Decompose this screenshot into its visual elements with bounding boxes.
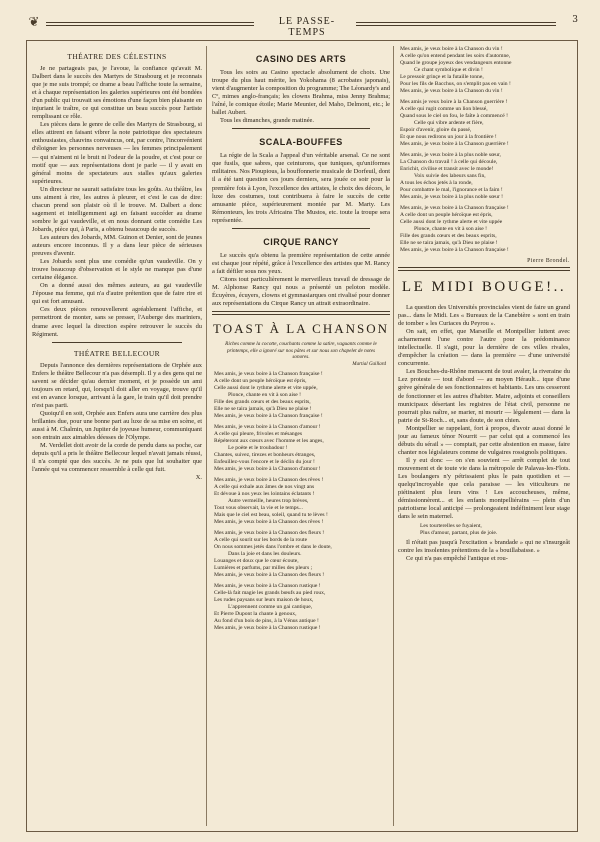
poem-author: Pierre Brondel.: [527, 258, 570, 264]
paragraph: La question des Universités provinciales vient de faire un grand pas... dans le Midi. Les « Bureaux de la Canebière » sont en train de tomber « les Curiaces du Peyrou ».: [398, 304, 570, 328]
header-rule-left: [46, 22, 254, 26]
poem-line: Mes amis, je veux boire à la Chanson des rêves !: [214, 518, 324, 525]
poem-line: Plonce, chante en vit à son aise !: [414, 226, 488, 232]
poem-line: Mes amis, je veux boire à la Chanson française !: [214, 370, 323, 377]
poem-line: Mais que le ciel est beau, soleil, quand tu te lèves !: [214, 511, 328, 518]
poem-stanza: [398, 205, 570, 254]
poem-line: Et que nous redirons un jour à la frontière !: [400, 134, 497, 140]
poem-line: Lumières et parfums, par milles des pleurs ;: [214, 564, 313, 571]
poem-line: Mes amis, je veux boire à la Chanson des fleurs !: [214, 571, 325, 578]
page-number: 3: [572, 15, 578, 25]
poem-line: Mes amis, je veux boire à la Chanson rustique !: [214, 624, 321, 631]
poem-line: A tous les échos jetés à la ronde,: [400, 180, 473, 186]
poem-stanza: [398, 152, 570, 201]
paragraph: La régie de la Scala a l'appeal d'un véritable arsenal. Ce ne sont que fusils, que sabres, que ceinturons, que tuniques, qu'uniformes militaires. Nos Pioupious, la bouffonnerie musicale de Dorfeuil, dont il a été tant question ces jours derniers, sera jouée ce soir pour la première fois à Lyon, l'excellence des artistes, le choix des décors, le luxe des costumes, tout contribuera à faire le succès de cette amusante pièce, supérieurement montée par M. Marty. Les Rémonteurs, les trois Africains The Mustos, etc. toute la troupe sera représentée.: [212, 152, 390, 224]
heading-celestins: THÉATRE DES CÉLESTINS: [67, 52, 167, 61]
paragraph: Un directeur ne saurait satisfaire tous les goûts. Au théâtre, les uns aiment à rire, les autres à pleurer, et c'est le cas de dire: chacun prend son plaisir où il le trouve. M. Dalbert a donc sagement et intelligemment agi en faisant succéder au drame sombre le gai vaudeville, et en nous donnant cette comédie Les Jobards, pièce qui, à Paris, a obtenu beaucoup de succès.: [32, 185, 202, 233]
poem-line: Louanges et doux que le cœur écoute,: [214, 557, 299, 564]
paragraph: Citons tout particulièrement le merveilleux travail de dressage de M. Alphonse Rancy qui nous a présenté un peloton modèle. Écuyères, écuyers, clowns et gymnasiarques ont rivalisé pour donner aux représentations du Cirque Rancy un attrait extraordinaire.: [212, 275, 390, 308]
poem-line: A celle qui pleure, frivoles et mésanges: [214, 430, 303, 437]
poem-line: La Chanson du travail ! à celle qui découle,: [400, 159, 498, 165]
poem-line: L'apprennent comme un gai cantique,: [228, 603, 313, 610]
paragraph: Tous les dimanches, grande matinée.: [220, 117, 314, 125]
column-3: [398, 46, 570, 828]
poem-stanzas-continued: [398, 46, 570, 254]
poem-line: Mes amis, je veux boire à la Chanson d'amour !: [214, 465, 321, 472]
column-divider-2: [393, 46, 394, 826]
poem-line: Les rudes paysans sur leurs maison de houx,: [214, 596, 314, 603]
poem-line: A celle qui rugit comme un lion blessé,: [400, 106, 488, 112]
poem-line: Fille des grands cœurs et des beaux esprits,: [214, 398, 311, 405]
verse-line: Les tourterelles se fuyaient,: [420, 523, 482, 530]
poem-stanza: [212, 424, 390, 473]
verse-quote: [398, 523, 570, 537]
poem-line: Celle qui vibre ardente et fière,: [414, 120, 484, 126]
poem-line: Enfeuillez-vous l'encore et le déclin du jour !: [214, 458, 315, 465]
heading-cirque: CIRQUE RANCY: [263, 236, 339, 247]
poem-line: Mes amis, je veux boire à la Chanson guerrière !: [400, 141, 509, 147]
paragraph: Il y eut donc — on s'en souvient — arrêt complet de tout mouvement et de toute vie dans la métropole de Palavas-les-Flots. Les boulangers n'y pétrissaient plus le pain quotidien et — quelqu'incroyable que cela paraisse — les viticulteurs ne piétinaient plus leurs vins ! Les accoucheuses, même, démissionnèrent... et les enfants montpelliérains — plein d'un patriotisme local anticipé — prolongeaient indéfiniment leur stage dans le sein maternel.: [398, 456, 570, 521]
poem-line: Autre vermeille, heures trop brèves,: [228, 497, 309, 504]
poem-line: Et dévoue à nos yeux les lointains éclatants !: [214, 490, 315, 497]
poem-line: Celle-là fait magie les grands bœufs au pied roux,: [214, 589, 326, 596]
poem-line: Mes amis, je veux boire à la plus noble sœur !: [400, 194, 503, 200]
poem-line: Mes amis, je veux boire à la Chanson des rêves !: [214, 476, 324, 483]
poem-stanza: [398, 46, 570, 95]
poem-line: A celle dont un peuple héroïque est épris,: [214, 377, 307, 384]
poem-line: Mes amis, je veux boire à la Chanson rustique !: [214, 582, 321, 589]
section-double-rule: [398, 267, 570, 271]
poem-line: Mes amis je veux boire à la Chanson guerrière !: [400, 99, 508, 105]
poem-line: Celle aussi dont le rythme alerte et vite uppée,: [214, 384, 318, 391]
poem-stanza: [212, 530, 390, 579]
poem-line: Mes amis, je veux boire à la Chanson d'amour !: [214, 423, 321, 430]
paragraph: Depuis l'annonce des dernières représentations de Orphée aux Enfers le théâtre Bellecour n'a pas désempli. Il y a des gens qui ne savent se décider qu'au dernier moment, et je possède un ami toujours en retard, qui, lorsqu'il doit aller en voyage, trouve qu'il est en avance lorsque, arrivant à la gare, le train qu'il doit prendre n'est pas parti.: [32, 361, 202, 409]
page-header: [26, 14, 578, 38]
poem-line: Quand le groupe joyeux des vendangeurs entonne: [400, 60, 512, 66]
poem-stanza: [212, 583, 390, 632]
poem-line: Mes amis, je veux boire à la plus noble sœur,: [400, 152, 501, 158]
section-rule: [52, 342, 182, 343]
poem-line: Au fond d'un bois de pins, à la Vénus antique !: [214, 617, 319, 624]
poem-line: Mes amis, je veux boire à la Chanson du vin !: [400, 88, 503, 94]
poem-line: Enrichit, civilise et transit avec le monde!: [400, 166, 494, 172]
poem-line: Quand sous le ciel on fou, le faîte à commencé !: [400, 113, 508, 119]
paragraph: On a donné aussi des mêmes auteurs, au gai vaudeville J'épouse ma femme, qui n'a d'autre prétention que de faire rire et qui est fort amusant.: [32, 282, 202, 306]
poem-line: Fille des grands cœurs et des beaux esprits,: [400, 233, 497, 239]
paragraph: On sait, en effet, que Marseille et Montpellier luttent avec acharnement l'une contre l'autre pour la prédominance intellectuelle. Il s'agit, pour la dernière de ces villes rivales, d'empêcher la création — dans la première — d'une université concurrente.: [398, 328, 570, 368]
ornament-left-icon: ❦: [28, 15, 40, 30]
poem-line: Mes amis, je veux boire à la Chanson du vin !: [400, 46, 503, 52]
paragraph: Les pièces dans le genre de celle des Martyrs de Strasbourg, si elles attirent en faisant vibrer la note patriotique des spectateurs enthousiastes, chauvins convaincus, ont, par contre, l'inconvénient d'éloigner les personnes nerveuses — les femmes principalement — qui n'aiment ni le bruit ni l'odeur de la poudre, et c'est pour ce motif que — aux représentations dont je parle — il y avait en général moins de spectateurs aux stalles qu'aux galeries supérieures.: [32, 121, 202, 185]
poem-line: Pour combattre le mal, l'ignorance et la faim !: [400, 187, 503, 193]
paragraph: Ce qui n'a pas empêché l'antique et rou-: [406, 555, 508, 563]
epigraph: Riches comme la cocotte, couchants comme la satire, vaguants comme le printemps, elle a ignoré sur nos pâtes et sur nous son chapelet de notes sonores.: [225, 341, 377, 361]
poem-line: A celle qui sourit sur les bords de la route: [214, 536, 308, 543]
paragraph: M. Verdellet doit avoir de la corde de pendu dans sa poche, car depuis qu'il a pris le théâtre Bellecour lequel n'avait jamais réussi, il n'a compté que des succès. Je ne puis que lui souhaiter que l'année qui va commencer ressemble à celle qui fuit.: [32, 442, 202, 474]
poem-stanza: [398, 99, 570, 148]
paragraph: Il n'était pas jusqu'à l'excitation « brandade » qui ne s'insurgeât contre les insolentes prétentions de la « bouillabaisse. »: [398, 539, 570, 555]
poem-line: A celle dont un peuple héroïque est épris,: [400, 212, 493, 218]
poem-line: Voix suivie des labeurs sans fin,: [414, 173, 486, 179]
poem-line: Le pressoir grinçe et la futaille tonne,: [400, 74, 484, 80]
poem-line: Tout vous observait, la vie et le temps...: [214, 504, 303, 511]
heading-toast: TOAST À LA CHANSON: [212, 321, 389, 337]
paragraph: Les auteurs des Jobards, MM. Guinon et Denier, sont de jeunes auteurs encore inconnus. Il y a dans leur pièce de sérieuses preuves d'avenir.: [32, 233, 202, 258]
poem-stanzas: [212, 371, 390, 632]
column-divider-1: [206, 46, 207, 826]
paragraph: Montpellier se rappelant, fort à propos, d'avoir aussi donné le jour au fameux ténor Nourrit — par celui qui a commencé les débuts du sérail » — comptait, par cette abstention en masse, faire chanter nos législateurs comme de vulgaires rossignols politiques.: [398, 424, 570, 456]
section-rule: [232, 128, 370, 129]
poem-line: Dans la joie et dans les douleurs.: [228, 550, 302, 557]
heading-casino: CASINO DES ARTS: [255, 54, 347, 64]
section-double-rule: [212, 311, 390, 315]
paragraph: Ces deux pièces renouvellerent agréablement l'affiche, et permettront de monter, sans se presser, l'Auberge des mariniers, drame avec lequel la direction espère retrouver le succès du Régiment.: [32, 306, 202, 338]
poem-line: Chantes, suivez, tirezes et bonheurs étranges,: [214, 451, 316, 458]
poem-line: Mes amis, je veux boire à la Chanson française !: [400, 205, 509, 211]
heading-bellecour: THÉATRE BELLECOUR: [73, 348, 161, 358]
column-1: [32, 46, 202, 828]
poem-stanza: [212, 371, 390, 420]
poem-line: Le poète et le troubadour !: [228, 444, 288, 451]
heading-scala: SCALA-BOUFFES: [259, 137, 343, 148]
paragraph: Tous les soirs au Casino spectacle absolument de choix. Une troupe du plus haut mérite, les Yokohama (8 acrobates japonais), vient d'augmenter la composition du programme; The Léonardy's and Cº, mimes anglo-français; les clowns Brahma, miss Jenny Brahma; l'aîné, le comique étoile; Marie Meunier, del Maho, Delmont, etc.; le ballet Aubert.: [212, 69, 390, 117]
paragraph: Le succès qu'a obtenu la première représentation de cette année est chaque jour répété, grâce à l'excellence des artistes que M. Rancy a fait défiler sous nos yeux.: [212, 251, 390, 275]
poem-line: Mes amis, je veux boire à la Chanson des fleurs !: [214, 529, 325, 536]
poem-line: On nous sommes jetés dans l'ombre et dans le doute,: [214, 543, 332, 550]
poem-line: Pour les fils de Bacchus, on s'emplit pas en vain !: [400, 81, 511, 87]
epigraph-author: Martial Gaillard: [352, 361, 386, 367]
paragraph: Je ne partageais pas, je l'avoue, la confiance qu'avait M. Dalbert dans le succès des Martyrs de Strasbourg et je reconnais que je me suis trompé; ce drame a beau l'affiche toute la semaine, et à chaque représentation les galeries supérieures ont été bondées d'un public qui trouvait ses émotions d'une façon bien plaisante en injuriant le traître, ce qui constitue un beau succès pour l'artiste remplissant ce rôle.: [32, 65, 202, 121]
poem-line: Et Pierre Dupont la chante à genoux,: [214, 610, 297, 617]
poem-line: Elle ne se taira jamais, qu'à Dieu ne plaise !: [400, 240, 498, 246]
poem-line: Mes amis, je veux boire à la Chanson française !: [400, 247, 509, 253]
signature: X.: [195, 474, 202, 482]
verse-line: Plus d'amour, partant, plus de joie.: [420, 530, 498, 537]
column-2: [212, 46, 390, 828]
section-rule: [232, 228, 370, 229]
poem-line: Répéteront aux cœurs avec l'homme et les anges,: [214, 437, 324, 444]
poem-stanza: [212, 477, 390, 526]
poem-line: Elle ne se taira jamais, qu'à Dieu ne plaise !: [214, 405, 312, 412]
paragraph: Quoiqu'il en soit, Orphée aux Enfers aura une carrière des plus brillantes due, pour une bonne part au luxe de sa mise en scène, et aussi à M. Chalmin, un Jupiter de joyeuse humeur, communiquant son entrain aux aimables déesses de l'Olympe.: [32, 409, 202, 442]
poem-line: Celle aussi dont le rythme alerte et vite uppée: [400, 219, 503, 225]
paragraph: Les Bouches-du-Rhône menacent de tout avaler, la riveraine du Lez proteste — tout d'abord — au moyen Hérault... ique d'une grève générale de ses fonctionnaires et habitants. Les uns cesseront de fonctionner et les autres d'habiter. Maire, adjoints et conseillers municipaux désertant les registres de l'état civil, personne ne pourrait plus naître, se marier, ni mourir — légalement — dans la patrie de St-Roch... et, sans doute, de son chien.: [398, 368, 570, 424]
poem-line: Espoir d'avenir, gloire du passé,: [400, 127, 472, 133]
poem-line: Ce chant symbolique et divin !: [414, 67, 483, 73]
poem-line: A celle qui exhale aux âmes de nos vingt ans: [214, 483, 315, 490]
poem-line: A celle qu'on entend pendant les soirs d'automne,: [400, 53, 511, 59]
heading-midi: LE MIDI BOUGE!..: [401, 279, 567, 295]
poem-line: Plonce, chante en vit à son aise !: [228, 391, 302, 398]
paragraph: Les Jobards sont plus une comédie qu'un vaudeville. On y trouve beaucoup d'observation et le style ne manque pas d'une certaine élégance.: [32, 258, 202, 282]
header-rule-right: [356, 22, 556, 26]
poem-line: Mes amis, je veux boire à la Chanson française !: [214, 412, 323, 419]
journal-title: LE PASSE-TEMPS: [278, 16, 336, 38]
